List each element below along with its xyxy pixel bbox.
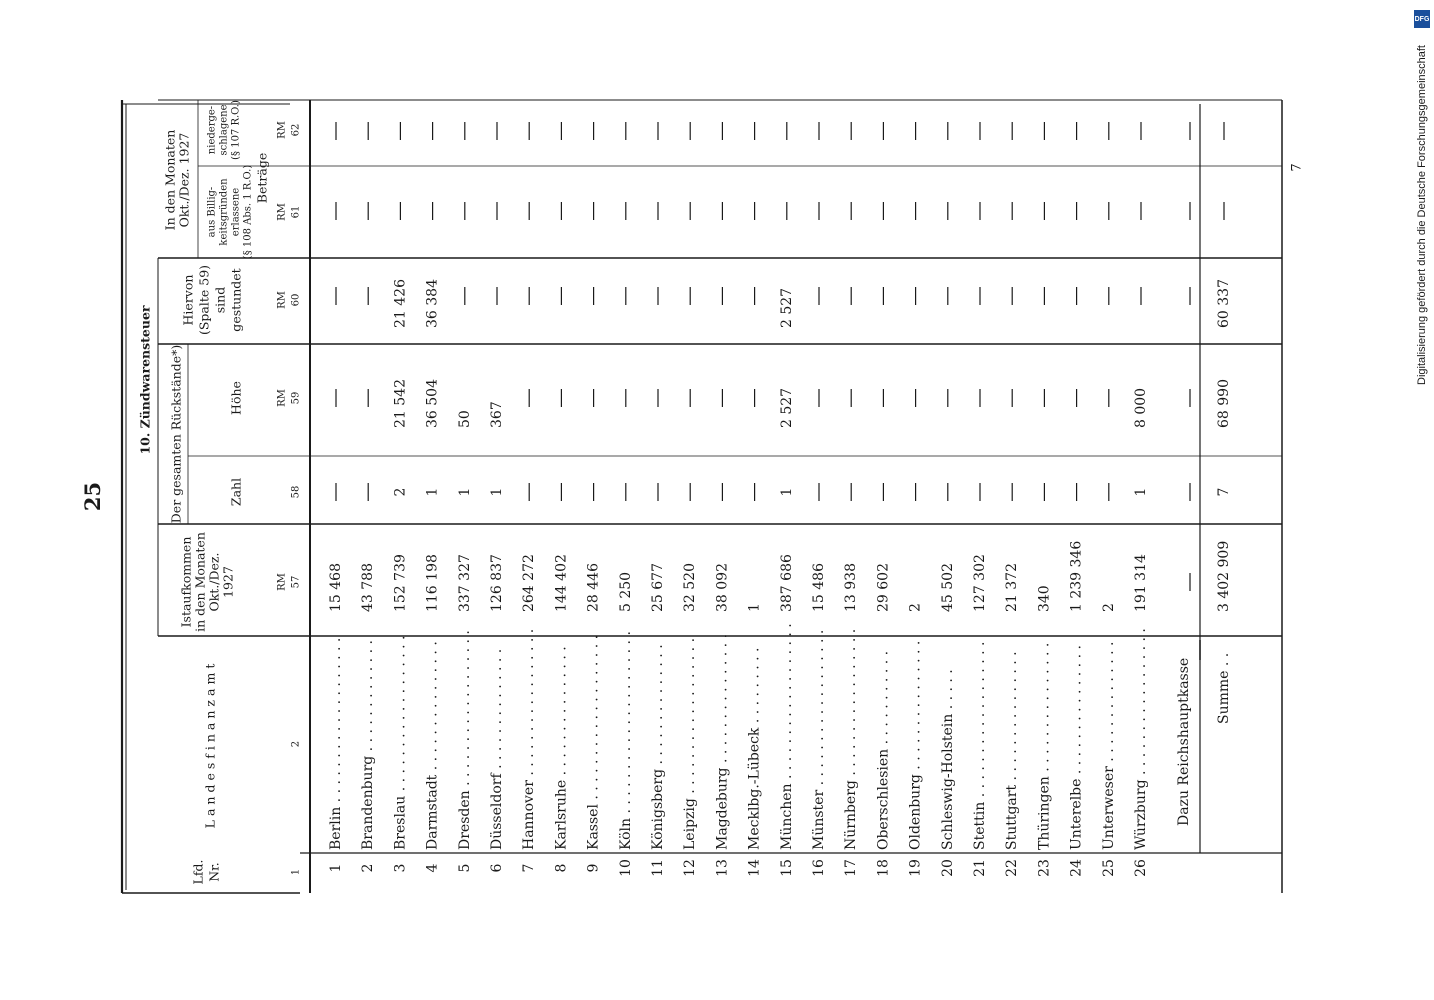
sheet-number: 7	[1289, 163, 1305, 172]
sum-row-name: Summe . .	[1216, 652, 1232, 724]
col-number: 60	[290, 293, 302, 307]
row-nr: 20	[939, 859, 956, 877]
credit-text: Digitalisierung gefördert durch die Deutsche Forschungsgemeinschaft	[1416, 45, 1428, 385]
row-nr: 3	[392, 863, 409, 873]
row-hoehe: 2 527	[778, 387, 795, 428]
row-nr: 8	[553, 863, 570, 873]
row-zahl: 1	[456, 487, 473, 497]
row-name: Magdeburg . . . . . . . . . . . . . . .	[714, 633, 731, 850]
sum-hoehe: 68 990	[1216, 379, 1232, 428]
row-hoehe: 8 000	[1133, 387, 1149, 428]
row-hoehe: 50	[456, 410, 473, 428]
row-ist: 152 739	[392, 554, 409, 612]
hiervon-header: Hiervon	[180, 274, 196, 326]
row-nr: 1	[328, 863, 344, 873]
row-nr: 5	[456, 863, 473, 873]
zahl-header: Zahl	[228, 477, 244, 507]
hiervon-header: gestundet	[228, 268, 244, 332]
row-name: Unterweser . . . . . . . . . . . . . .	[1100, 641, 1117, 850]
row-name: Oberschlesien . . . . . . . . . . .	[875, 650, 892, 850]
col-number: 58	[290, 485, 302, 499]
rueck-header: Der gesamten Rückstände*)	[168, 344, 184, 524]
col-number: 1	[290, 868, 302, 876]
page-number: 25	[80, 481, 106, 512]
row-name: Königsberg . . . . . . . . . . . . . .	[650, 644, 666, 850]
row-ist: 2	[1100, 603, 1117, 612]
row-nr: 9	[585, 863, 602, 873]
row-ist: 1	[746, 603, 763, 612]
row-name: Leipzig . . . . . . . . . . . . . . . . . .	[682, 637, 699, 850]
row-nr: 21	[972, 859, 988, 877]
hoehe-header: Höhe	[228, 381, 244, 415]
row-ist: 38 092	[714, 563, 731, 612]
row-name: Dresden . . . . . . . . . . . . . . . . . .	[456, 630, 473, 850]
ist-header: Istaufkommen	[178, 536, 194, 628]
row-hoehe: 367	[489, 401, 505, 428]
unit-hoehe: RM	[276, 389, 288, 407]
row-gest: 2 527	[778, 287, 795, 328]
row-nr: 25	[1100, 859, 1117, 877]
row-ist: 21 372	[1004, 563, 1021, 612]
row-hoehe: 36 504	[424, 379, 441, 428]
row-nr: 2	[360, 863, 377, 873]
row-nr: 16	[811, 859, 827, 877]
niedergeschlagene-header: (§ 107 R.O.)	[230, 100, 242, 160]
row-name: Mecklbg.-Lübeck . . . . . . . . .	[746, 647, 763, 850]
row-ist: 387 686	[778, 554, 795, 612]
hiervon-header: (Spalte 59)	[196, 264, 212, 336]
row-ist: 43 788	[360, 563, 377, 612]
ist-header: 1927	[220, 566, 236, 598]
extra-row-name: Dazu Reichshauptkasse	[1176, 657, 1192, 826]
ist-header: in den Monaten	[192, 532, 208, 632]
row-zahl: 1	[489, 487, 505, 497]
row-name: Unterelbe . . . . . . . . . . . . . . .	[1068, 645, 1085, 850]
row-nr: 10	[617, 859, 634, 877]
lfd-header: Lfd.	[190, 859, 206, 885]
niedergeschlagene-header: schlagene	[218, 104, 230, 156]
sum-zahl: 7	[1216, 487, 1232, 497]
section-title: 10. Zündwarensteuer	[137, 305, 153, 455]
row-ist: 25 677	[650, 563, 666, 612]
row-ist: 45 502	[939, 563, 956, 612]
row-hoehe: 21 542	[392, 379, 409, 428]
row-zahl: 1	[778, 487, 795, 497]
row-nr: 23	[1036, 859, 1053, 877]
row-nr: 22	[1004, 859, 1021, 877]
row-ist: 191 314	[1133, 554, 1149, 612]
row-ist: 29 602	[875, 563, 892, 612]
nr-header: Nr.	[206, 862, 222, 882]
row-ist: 264 272	[521, 554, 538, 612]
erlassene-header: (§ 108 Abs. 1 R.O.)	[242, 164, 254, 260]
row-nr: 11	[650, 859, 666, 877]
row-ist: 337 327	[456, 554, 473, 612]
row-nr: 14	[746, 859, 763, 877]
col-number: 57	[290, 575, 302, 589]
col-number: 61	[290, 205, 302, 219]
monate-header: Okt./Dez. 1927	[176, 132, 192, 228]
betraege-header: Beträge	[254, 152, 270, 204]
row-gest: 21 426	[392, 279, 409, 328]
row-name: Hannover . . . . . . . . . . . . . . . . .	[521, 628, 538, 850]
row-name: Nürnberg . . . . . . . . . . . . . . . . .	[843, 628, 860, 850]
row-gest: 36 384	[424, 279, 441, 328]
erlassene-header: erlassene	[230, 187, 242, 237]
amt-header: Landesfinanzamt	[202, 659, 218, 829]
hiervon-header: sind	[212, 286, 228, 314]
row-name: Würzburg . . . . . . . . . . . . . . . . .	[1133, 628, 1149, 850]
row-name: München . . . . . . . . . . . . . . . . . .	[778, 623, 795, 850]
row-ist: 5 250	[617, 571, 634, 612]
row-nr: 26	[1133, 859, 1149, 877]
row-ist: 13 938	[843, 563, 860, 612]
row-nr: 19	[907, 859, 924, 877]
row-nr: 7	[521, 863, 538, 873]
row-ist: 340	[1036, 585, 1053, 612]
row-ist: 15 486	[811, 563, 827, 612]
row-nr: 12	[682, 859, 699, 877]
row-nr: 13	[714, 859, 731, 877]
unit-gest: RM	[276, 291, 288, 309]
sum-ist: 3 402 909	[1216, 540, 1232, 612]
row-ist: 32 520	[682, 563, 699, 612]
sum-gest: 60 337	[1216, 279, 1232, 328]
row-name: Berlin . . . . . . . . . . . . . . . . . . .	[328, 637, 344, 850]
row-ist: 2	[907, 603, 924, 612]
col-number: 62	[290, 123, 302, 137]
row-ist: 144 402	[553, 554, 570, 612]
row-name: Münster . . . . . . . . . . . . . . . . . .	[811, 629, 827, 850]
row-name: Stuttgart . . . . . . . . . . . . . . .	[1004, 651, 1021, 850]
col-number: 59	[290, 391, 302, 405]
unit-ist: RM	[276, 573, 288, 591]
row-zahl: 1	[424, 487, 441, 497]
row-nr: 6	[489, 863, 505, 873]
row-name: Breslau . . . . . . . . . . . . . . . . . .	[392, 635, 409, 850]
monate-header: In den Monaten	[162, 129, 178, 231]
erlassene-header: keitsgründen	[218, 178, 230, 246]
niedergeschlagene-header: niederge-	[206, 105, 218, 155]
row-nr: 15	[778, 859, 795, 877]
row-ist: 1 239 346	[1068, 540, 1085, 612]
row-name: Darmstadt . . . . . . . . . . . . . . .	[424, 641, 441, 850]
row-zahl: 2	[392, 487, 409, 497]
row-name: Karlsruhe . . . . . . . . . . . . . . .	[553, 646, 570, 850]
row-name: Stettin . . . . . . . . . . . . . . . . . .	[972, 641, 988, 850]
row-ist: 28 446	[585, 563, 602, 612]
row-name: Kassel . . . . . . . . . . . . . . . . . . .	[585, 634, 602, 850]
row-ist: 116 198	[424, 554, 441, 612]
col-number: 2	[290, 740, 302, 748]
unit-nie: RM	[276, 121, 288, 139]
row-ist: 126 837	[489, 554, 505, 612]
row-zahl: 1	[1133, 487, 1149, 497]
row-ist: 127 302	[972, 554, 988, 612]
unit-erl: RM	[276, 203, 288, 221]
row-ist: 15 468	[328, 563, 344, 612]
row-name: Thüringen . . . . . . . . . . . . . . .	[1036, 642, 1053, 850]
ist-header: Okt./Dez.	[206, 552, 222, 612]
dfg-logo-icon: DFG	[1414, 10, 1430, 28]
row-name: Oldenburg . . . . . . . . . . . . . . .	[907, 640, 924, 850]
row-nr: 17	[843, 859, 860, 877]
row-name: Schleswig-Holstein . . . . .	[939, 669, 956, 850]
row-nr: 4	[424, 863, 441, 873]
row-nr: 24	[1068, 859, 1085, 877]
row-name: Köln . . . . . . . . . . . . . . . . . . . . .	[617, 631, 634, 850]
row-nr: 18	[875, 859, 892, 877]
row-name: Brandenburg . . . . . . . . . . . . .	[360, 640, 377, 850]
row-name: Düsseldorf . . . . . . . . . . . . . .	[489, 648, 505, 850]
erlassene-header: aus Billig-	[206, 186, 218, 238]
